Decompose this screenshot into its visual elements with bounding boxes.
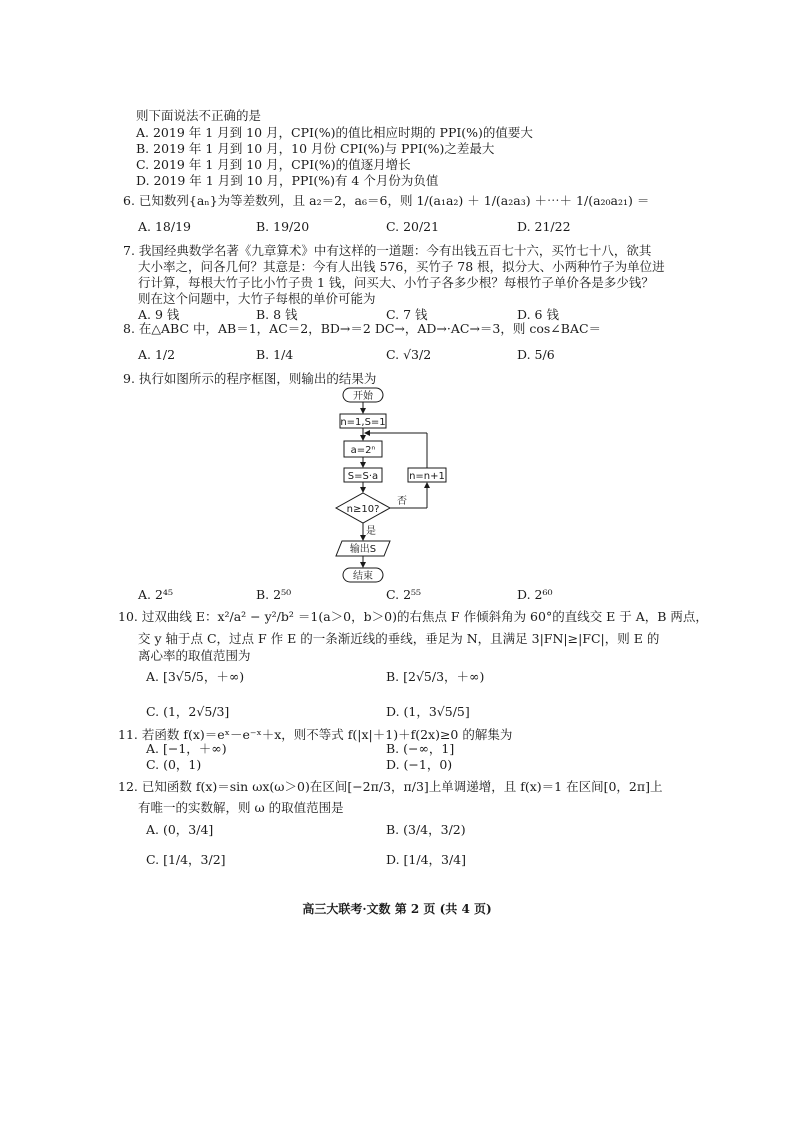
q12-option-a: A. (0，3/4] xyxy=(146,822,214,837)
q10-line-3: 离心率的取值范围为 xyxy=(138,648,251,663)
flow-assign-label: a=2ⁿ xyxy=(350,445,376,456)
flow-output-label: 输出S xyxy=(349,544,377,555)
q7-line-1: 7. 我国经典数学名著《九章算术》中有这样的一道题：今有出钱五百七十六，买竹七十八，欲其 xyxy=(123,243,652,258)
q11-option-d: D. (−1，0) xyxy=(386,757,453,772)
q9-option-d: D. 2⁶⁰ xyxy=(517,587,553,602)
q11-stem: 11. 若函数 f(x)＝eˣ－e⁻ˣ＋x，则不等式 f(|x|＋1)＋f(2x)≥0 的解集为 xyxy=(118,727,513,742)
q8-option-b: B. 1/4 xyxy=(256,347,294,362)
q11-option-c: C. (0，1) xyxy=(146,757,202,772)
flow-incr-label: n=n+1 xyxy=(409,471,445,482)
q6-option-b: B. 19/20 xyxy=(256,219,310,234)
q8-option-d: D. 5/6 xyxy=(517,347,555,362)
q10-option-c: C. (1，2√5/3] xyxy=(146,704,230,719)
q10-option-b: B. [2√5/3，＋∞) xyxy=(386,669,485,684)
flow-yes-label: 是 xyxy=(366,526,376,537)
q7-option-d: D. 6 钱 xyxy=(517,307,559,322)
q5-option-c: C. 2019 年 1 月到 10 月，CPI(%)的值逐月增长 xyxy=(136,157,411,172)
q8-option-a: A. 1/2 xyxy=(138,347,176,362)
q12-option-b: B. (3/4，3/2) xyxy=(386,822,466,837)
q5-lead: 则下面说法不正确的是 xyxy=(136,108,262,123)
q9-option-b: B. 2⁵⁰ xyxy=(256,587,292,602)
q6-option-d: D. 21/22 xyxy=(517,219,571,234)
q11-option-a: A. [−1，＋∞) xyxy=(146,741,227,756)
q9-stem: 9. 执行如图所示的程序框图，则输出的结果为 xyxy=(123,371,377,386)
q9-option-c: C. 2⁵⁵ xyxy=(386,587,422,602)
flow-no-label: 否 xyxy=(397,496,407,507)
q5-option-b: B. 2019 年 1 月到 10 月，10 月份 CPI(%)与 PPI(%)之差最大 xyxy=(136,141,495,156)
q12-line-2: 有唯一的实数解，则 ω 的取值范围是 xyxy=(138,800,344,815)
flow-start-label: 开始 xyxy=(353,391,373,402)
q6-option-a: A. 18/19 xyxy=(138,219,191,234)
q8-stem: 8. 在△ABC 中，AB＝1，AC＝2，BD→＝2 DC→，AD→·AC→＝3，则 cos∠BAC＝ xyxy=(123,321,602,336)
q9-option-a: A. 2⁴⁵ xyxy=(138,587,173,602)
q6-stem: 6. 已知数列{aₙ}为等差数列，且 a₂＝2，a₆＝6，则 1/(a₁a₂) ＋ 1/(a₂a₃) ＋⋯＋ 1/(a₂₀a₂₁) ＝ xyxy=(123,193,650,208)
q12-line-1: 12. 已知函数 f(x)＝sin ωx(ω＞0)在区间[−2π/3，π/3]上单调递增，且 f(x)＝1 在区间[0，2π]上 xyxy=(118,779,663,794)
q10-option-a: A. [3√5/5，＋∞) xyxy=(146,669,245,684)
q10-option-d: D. (1，3√5/5] xyxy=(386,704,470,719)
q7-option-c: C. 7 钱 xyxy=(386,307,428,322)
q7-option-a: A. 9 钱 xyxy=(138,307,180,322)
q11-option-b: B. (−∞，1] xyxy=(386,741,455,756)
q12-option-c: C. [1/4，3/2] xyxy=(146,852,226,867)
q7-option-b: B. 8 钱 xyxy=(256,307,298,322)
q7-line-2: 大小率之，问各几何？其意是：今有人出钱 576，买竹子 78 根，拟分大、小两种竹子为单位进 xyxy=(138,259,665,274)
q7-line-3: 行计算，每根大竹子比小竹子贵 1 钱，问买大、小竹子各多少根？每根竹子单价各是多少钱？ xyxy=(138,275,654,290)
flow-accum-label: S=S·a xyxy=(347,471,379,482)
flow-init-label: n=1,S=1 xyxy=(340,417,386,428)
q12-option-d: D. [1/4，3/4] xyxy=(386,852,467,867)
q10-line-1: 10. 过双曲线 E：x²/a² − y²/b² ＝1(a＞0，b＞0)的右焦点 F 作倾斜角为 60°的直线交 E 于 A，B 两点， xyxy=(118,609,708,624)
q5-option-a: A. 2019 年 1 月到 10 月，CPI(%)的值比相应时期的 PPI(%)的值要大 xyxy=(136,125,533,140)
q7-line-4: 则在这个问题中，大竹子每根的单价可能为 xyxy=(138,291,376,306)
flow-end-label: 结束 xyxy=(353,571,373,582)
q8-option-c: C. √3/2 xyxy=(386,347,432,362)
q6-option-c: C. 20/21 xyxy=(386,219,440,234)
q5-option-d: D. 2019 年 1 月到 10 月，PPI(%)有 4 个月份为负值 xyxy=(136,173,439,188)
page-footer: 高三大联考·文数 第 2 页 (共 4 页) xyxy=(302,902,492,916)
q10-line-2: 交 y 轴于点 C，过点 F 作 E 的一条渐近线的垂线，垂足为 N，且满足 3|FN|≥|FC|，则 E 的 xyxy=(138,631,660,646)
flow-cond-label: n≥10? xyxy=(346,504,380,515)
